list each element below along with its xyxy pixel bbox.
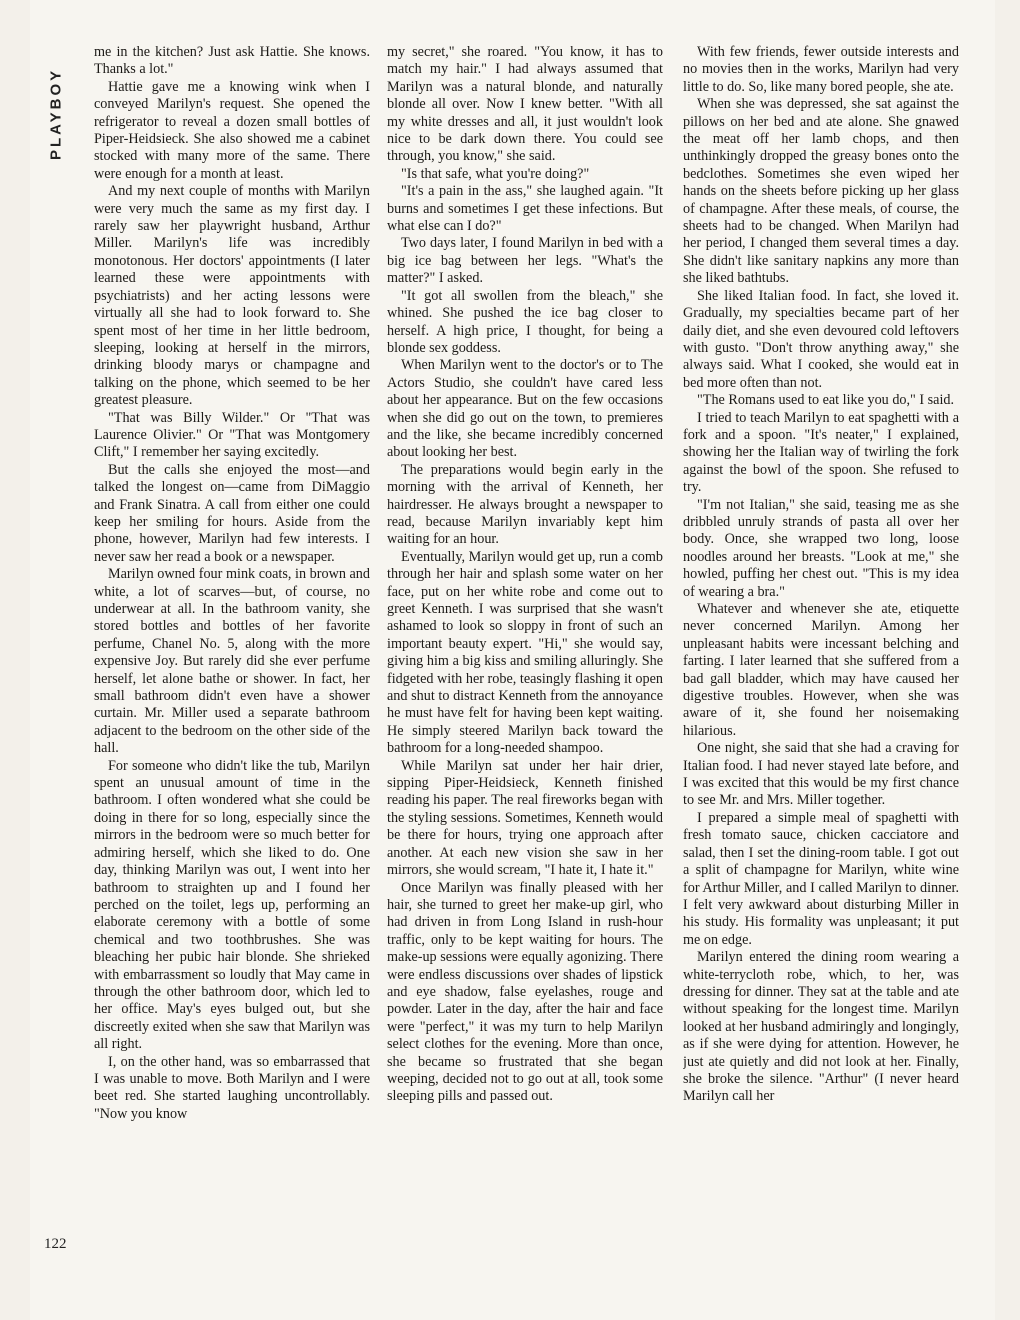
paragraph: I, on the other hand, was so embarrassed that I was unable to move. Both Marilyn and I were beet red. She started laughing uncontrollably. "Now you know	[94, 1053, 370, 1122]
paragraph: For someone who didn't like the tub, Marilyn spent an unusual amount of time in the bathroom. I often wondered what she could be doing in there for so long, especially since the mirrors in the bedroom were so much better for admiring herself, which she liked to do. One day, thinking Marilyn was out, I went into her bathroom to straighten up and I found her perched on the toilet, legs up, performing an elaborate ceremony with a bottle of some chemical and two toothbrushes. She was bleaching her pubic hair blonde. She shrieked with embarrassment so loudly that May came in through the other bathroom door, which led to her office. May's eyes bulged out, but she discreetly exited when she saw that Marilyn was all right.	[94, 757, 370, 1053]
paragraph: "It got all swollen from the bleach," she whined. She pushed the ice bag closer to herself. A high price, I thought, for being a blonde sex goddess.	[387, 287, 663, 356]
paragraph: Hattie gave me a knowing wink when I conveyed Marilyn's request. She opened the refrigerator to reveal a dozen small bottles of Piper-Heidsieck. She also showed me a cabinet stocked with many more of the same. There were enough for a month at least.	[94, 78, 370, 182]
paragraph: I tried to teach Marilyn to eat spaghetti with a fork and a spoon. "It's neater," I explained, showing her the Italian way of twirling the fork against the bowl of the spoon. She refused to try.	[683, 409, 959, 496]
text-column-1	[94, 44, 370, 1254]
paragraph: She liked Italian food. In fact, she loved it. Gradually, my specialties became part of her daily diet, and she even devoured cold leftovers with gusto. "Don't throw anything away," she always said. What I cooked, she would eat in bed more often than not.	[683, 287, 959, 391]
paragraph: Eventually, Marilyn would get up, run a comb through her hair and splash some water on her face, put on her white robe and come out to greet Kenneth. I was surprised that she wasn't ashamed to look so sloppy in front of such an important beauty expert. "Hi," she would say, giving him a big kiss and smiling alluringly. She fidgeted with her robe, teasingly flashing it open and shut to distract Kenneth from the annoyance he must have felt for having been kept waiting. He simply steered Marilyn back toward the bathroom for a long-needed shampoo.	[387, 548, 663, 757]
text-column-2	[387, 44, 663, 1254]
paragraph: Marilyn owned four mink coats, in brown and white, a lot of scarves—but, of course, no underwear at all. In the bathroom vanity, she stored bottles and bottles of her favorite perfume, Chanel No. 5, along with the more expensive Joy. But rarely did she ever perfume herself, let alone bathe or shower. In fact, her small bathroom didn't even have a shower curtain. Mr. Miller used a separate bathroom adjacent to the bedroom on the other side of the hall.	[94, 566, 370, 757]
paragraph: When she was depressed, she sat against the pillows on her bed and ate alone. She gnawed the meat off her lamb chops, and then unthinkingly dropped the greasy bones onto the bedclothes. Sometimes she even wiped her hands on the sheets before picking up her glass of champagne. After these meals, of course, the sheets had to be changed. When Marilyn had her period, I changed them several times a day. She didn't like sanitary napkins any more than she liked bathtubs.	[683, 96, 959, 287]
paragraph: With few friends, fewer outside interests and no movies then in the works, Marilyn had very little to do. So, like many bored people, she ate.	[683, 44, 959, 95]
paragraph: my secret," she roared. "You know, it has to match my hair." I had always assumed that Marilyn was a natural blonde, and naturally blonde all over. Now I knew better. "With all my white dresses and all, it just wouldn't look nice to be dark down there. You could see through, you know," she said.	[387, 44, 663, 165]
paragraph: "That was Billy Wilder." Or "That was Laurence Olivier." Or "That was Montgomery Clift," I remember her saying excitedly.	[94, 409, 370, 461]
paragraph: "It's a pain in the ass," she laughed again. "It burns and sometimes I get these infections. But what else can I do?"	[387, 183, 663, 235]
paragraph: Whatever and whenever she ate, etiquette never concerned Marilyn. Among her unpleasant habits were incessant belching and farting. I later learned that she suffered from a bad gall bladder, which may have caused her digestive troubles. However, when she was aware of it, she found her noisemaking hilarious.	[683, 601, 959, 739]
paragraph: But the calls she enjoyed the most—and talked the longest on—came from DiMaggio and Frank Sinatra. A call from either one could keep her smiling for hours. Aside from the phone, however, Marilyn had few interests. I never saw her read a book or a newspaper.	[94, 461, 370, 565]
paragraph: When Marilyn went to the doctor's or to The Actors Studio, she couldn't have cared less about her appearance. But on the few occasions when she did go out on the town, to premieres and the like, she became incredibly concerned about looking her best.	[387, 357, 663, 461]
magazine-name: PLAYBOY	[47, 67, 65, 161]
paragraph: "Is that safe, what you're doing?"	[401, 165, 590, 182]
paragraph: "The Romans used to eat like you do," I said.	[697, 392, 955, 409]
paragraph: Once Marilyn was finally pleased with her hair, she turned to greet her make-up girl, who had driven in from Long Island in rush-hour traffic, only to be kept waiting for hours. The make-up sessions were equally agonizing. There were endless discussions over shades of lipstick and eye shadow, false eyelashes, rouge and powder. Later in the day, after the hair and face were "perfect," it was my turn to help Marilyn select clothes for the evening. More than once, she became so frustrated that she began weeping, decided not to go out at all, took some sleeping pills and passed out.	[387, 879, 663, 1105]
paragraph: One night, she said that she had a craving for Italian food. I had never stayed late before, and I was excited that this would be my first chance to see Mr. and Mrs. Miller together.	[683, 740, 959, 809]
paragraph: And my next couple of months with Marilyn were very much the same as my first day. I rarely saw her playwright husband, Arthur Miller. Marilyn's life was incredibly monotonous. Her doctors' appointments (I later learned these were appointments with psychiatrists) and her acting lessons were virtually all she had to look forward to. She spent most of her time in her little bedroom, sleeping, looking at herself in the mirrors, drinking bloody marys or champagne and talking on the phone, which seemed to be her greatest pleasure.	[94, 183, 370, 409]
text-column-3	[683, 44, 959, 1254]
paragraph: Marilyn entered the dining room wearing a white-terrycloth robe, which, to her, was dressing for dinner. They sat at the table and ate without speaking for the longest time. Marilyn looked at her husband admiringly and longingly, as if she were dying for attention. However, he just ate quietly and did not look at her. Finally, she broke the silence. "Arthur" (I never heard Marilyn call her	[683, 949, 959, 1105]
paragraph: Two days later, I found Marilyn in bed with a big ice bag between her legs. "What's the matter?" I asked.	[387, 235, 663, 287]
paragraph: me in the kitchen? Just ask Hattie. She knows. Thanks a lot."	[94, 44, 370, 78]
paragraph: I prepared a simple meal of spaghetti with fresh tomato sauce, chicken cacciatore and salad, then I set the dining-room table. I got out a split of champagne for Marilyn, white wine for Arthur Miller, and I called Marilyn to dinner. I felt very awkward about disturbing Miller in his study. His formality was unpleasant; it put me on edge.	[683, 809, 959, 948]
page-number: 122	[44, 1236, 67, 1252]
paragraph: The preparations would begin early in the morning with the arrival of Kenneth, her hairdresser. He always brought a newspaper to read, because Marilyn invariably kept him waiting for an hour.	[387, 461, 663, 548]
paragraph: While Marilyn sat under her hair drier, sipping Piper-Heidsieck, Kenneth finished reading his paper. The real fireworks began with the styling sessions. Sometimes, Kenneth would be there for hours, trying one approach after another. At each new vision she saw in her mirrors, she would scream, "I hate it, I hate it."	[387, 757, 663, 879]
paragraph: "I'm not Italian," she said, teasing me as she dribbled unruly strands of pasta all over her body. Once, she wrapped two long, loose noodles around her breasts. "Look at me," she howled, puffing her chest out. "This is my idea of wearing a bra."	[683, 496, 959, 600]
